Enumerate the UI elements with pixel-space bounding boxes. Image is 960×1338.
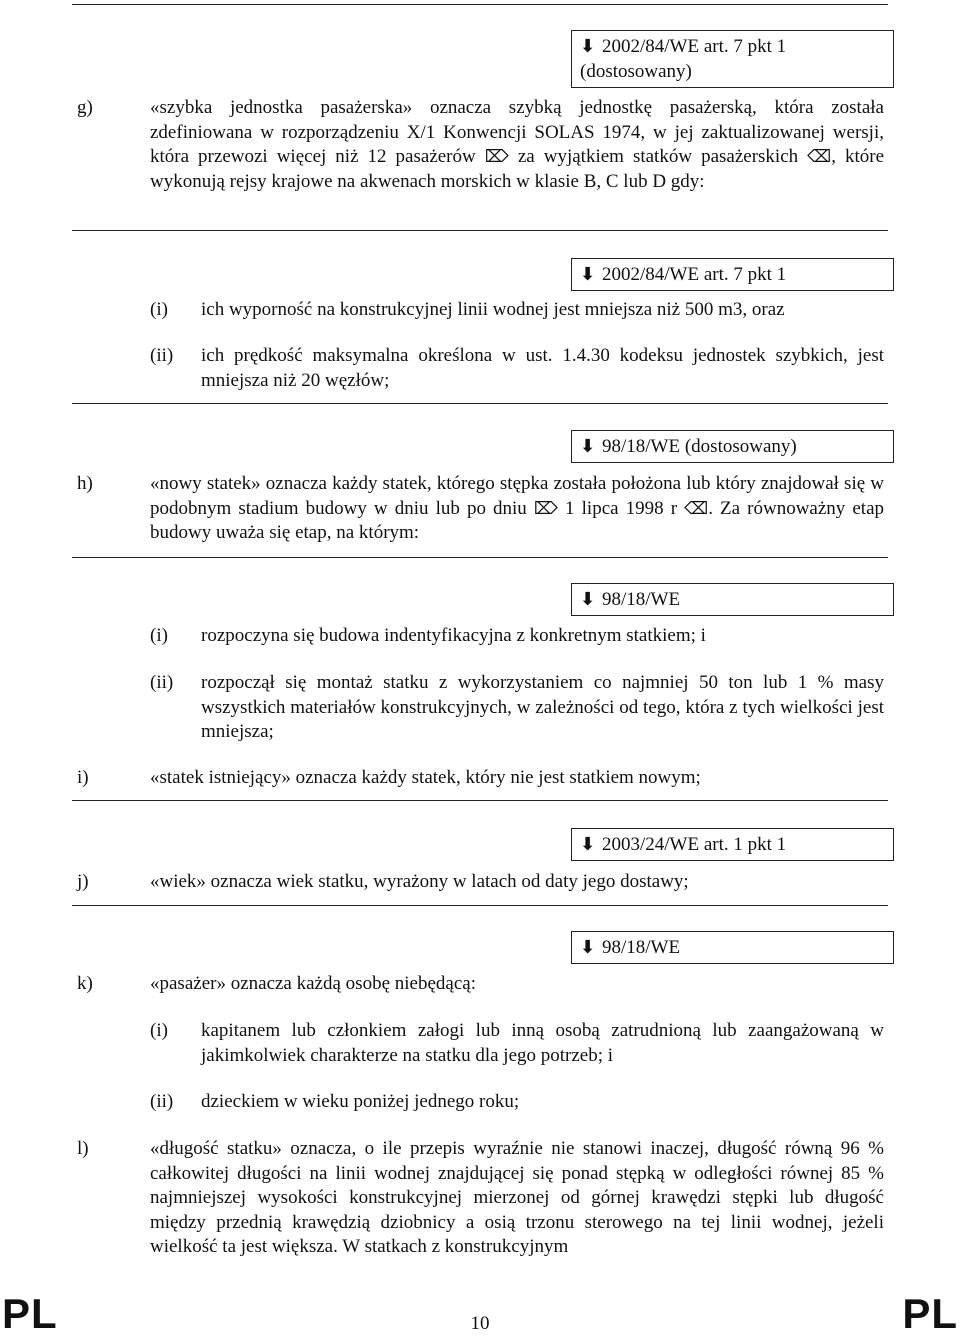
- item-label: j): [77, 871, 89, 892]
- definition-paragraph: «pasażer» oznacza każdą osobę niebędącą:: [150, 973, 476, 994]
- down-arrow-icon: ⬇: [580, 436, 596, 457]
- top-rule: [72, 4, 888, 5]
- reference-box: [571, 931, 894, 964]
- down-arrow-icon: ⬇: [580, 36, 596, 57]
- definition-paragraph: «statek istniejący» oznacza każdy statek, który nie jest statkiem nowym;: [150, 767, 701, 788]
- item-label: i): [77, 767, 89, 788]
- down-arrow-icon: ⬇: [580, 937, 596, 958]
- down-arrow-icon: ⬇: [580, 834, 596, 855]
- reference-box: [571, 258, 894, 291]
- definition-paragraph: «długość statku» oznacza, o ile przepis wyraźnie nie stanowi inaczej, długość równą 96 % całkowitej długości na linii wodnej znajdującej się ponad stępką w odległości równej 85 % najmniejszej wysokości konstrukcyjnej mierzonej od górnej krawędzi stępki lub długość między przednią krawędzią dziobnicy a osią trzonu sterowego na tej linii wodnej, jeżeli wielkość ta jest większa. W statkach z konstrukcyjnym: [150, 1138, 884, 1257]
- sub-item-text: ich prędkość maksymalna określona w ust. 1.4.30 kodeksu jednostek szybkich, jest mniejsza niż 20 węzłów;: [201, 345, 884, 391]
- sub-item-text: kapitanem lub członkiem załogi lub inną osobą zatrudnioną lub zaangażowaną w jakimkolwiek charakterze na statku dla jego potrzeb; i: [201, 1020, 884, 1066]
- insert-end-icon: ⌫: [807, 147, 832, 167]
- item-label: l): [77, 1138, 89, 1159]
- sub-item-text: ich wyporność na konstrukcyjnej linii wodnej jest mniejsza niż 500 m3, oraz: [201, 299, 785, 320]
- reference-text: 2002/84/WE art. 7 pkt 1 (dostosowany): [580, 36, 787, 82]
- item-label: g): [77, 97, 93, 118]
- down-arrow-icon: ⬇: [580, 264, 596, 285]
- item-label: k): [77, 973, 93, 994]
- sub-item-label: (ii): [150, 1091, 174, 1112]
- definition-paragraph: «szybka jednostka pasażerska» oznacza szybką jednostkę pasażerską, która została zdefiniowana w rozporządzeniu X/1 Konwencji SOLAS 1974, w jej zaktualizowanej wersji, która przewozi więcej niż 12 pasażerów ⌦ za wyjątkiem statków pasażerskich ⌫, które wykonują rejsy krajowe na akwenach morskich w klasie B, C lub D gdy:: [150, 97, 885, 192]
- sub-item-text: rozpoczyna się budowa indentyfikacyjna z konkretnym statkiem; i: [201, 625, 706, 646]
- reference-box: [571, 430, 894, 463]
- sub-item-label: (ii): [150, 672, 174, 693]
- section-rule: [72, 800, 888, 801]
- reference-box: [571, 583, 894, 616]
- reference-text: 98/18/WE: [602, 589, 681, 610]
- section-rule: [72, 230, 888, 231]
- footer-language-right: PL: [902, 1290, 958, 1337]
- insert-start-icon: ⌦: [533, 498, 558, 519]
- reference-text: 98/18/WE: [602, 937, 681, 958]
- section-rule: [72, 905, 888, 906]
- sub-item-label: (i): [150, 299, 168, 320]
- reference-box: [571, 30, 894, 88]
- sub-item-label: (i): [150, 1020, 168, 1041]
- item-label: h): [77, 473, 93, 494]
- reference-text: 98/18/WE (dostosowany): [602, 436, 797, 457]
- footer-language-left: PL: [2, 1290, 58, 1337]
- insert-end-icon: ⌫: [684, 498, 709, 519]
- insert-start-icon: ⌦: [484, 147, 509, 167]
- section-rule: [72, 557, 888, 558]
- reference-text: 2003/24/WE art. 1 pkt 1: [602, 834, 787, 855]
- sub-item-text: rozpoczął się montaż statku z wykorzystaniem co najmniej 50 ton lub 1 % masy wszystkich materiałów konstrukcyjnych, w zależności od tego, która z tych wielkości jest mniejsza;: [201, 672, 884, 742]
- page-number: 10: [470, 1313, 490, 1334]
- sub-item-label: (ii): [150, 345, 174, 366]
- section-rule: [72, 403, 888, 404]
- sub-item-label: (i): [150, 625, 168, 646]
- reference-box: [571, 828, 894, 861]
- reference-text: 2002/84/WE art. 7 pkt 1: [602, 264, 787, 285]
- down-arrow-icon: ⬇: [580, 589, 596, 610]
- definition-paragraph: «nowy statek» oznacza każdy statek, którego stępka została położona lub który znajdował się w podobnym stadium budowy w dniu lub po dniu ⌦ 1 lipca 1998 r ⌫. Za równoważny etap budowy uważa się etap, na którym:: [150, 473, 885, 543]
- sub-item-text: dzieckiem w wieku poniżej jednego roku;: [201, 1091, 520, 1112]
- definition-paragraph: «wiek» oznacza wiek statku, wyrażony w latach od daty jego dostawy;: [150, 871, 689, 892]
